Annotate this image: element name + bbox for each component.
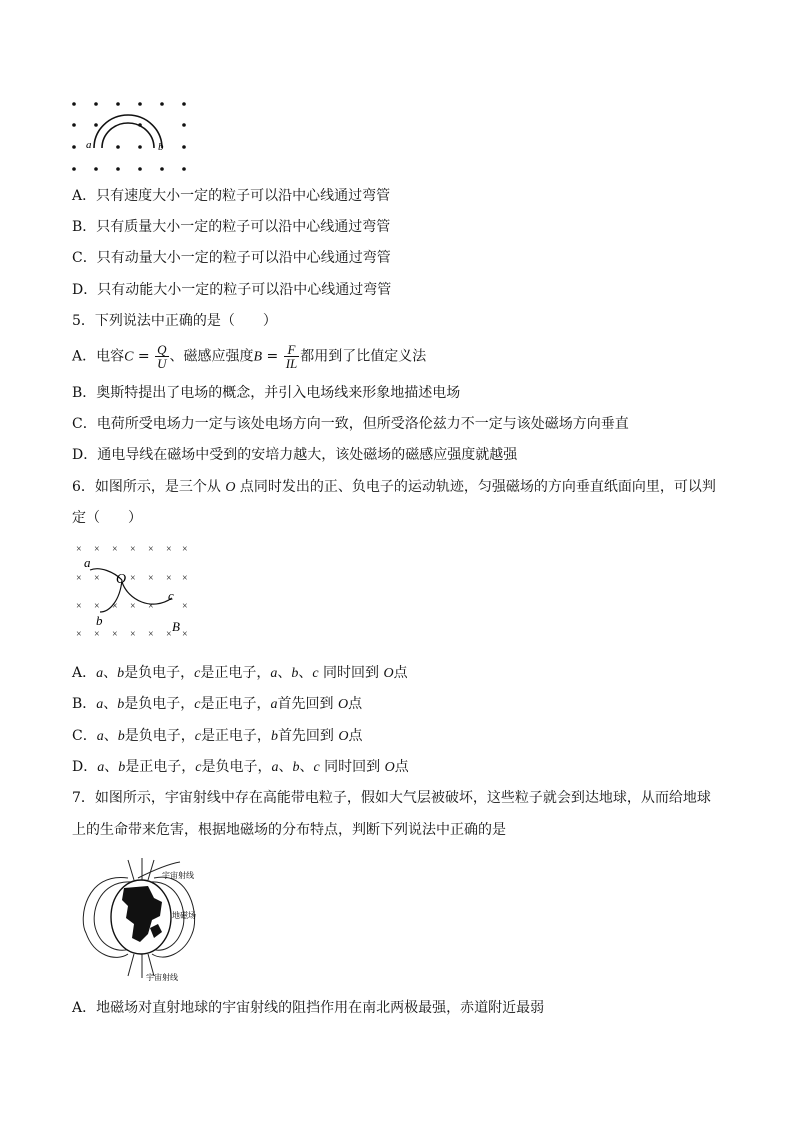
svg-text:×: ×	[94, 544, 100, 555]
tube-outer-arc	[94, 115, 162, 148]
svg-text:×: ×	[166, 573, 172, 584]
svg-text:×: ×	[166, 629, 172, 640]
q5-option-a: A．电容C = $\frac{Q}{U}$ 、磁感应强度B = $\frac{F}{IL}$ 都用到了比值定义法	[72, 342, 427, 371]
svg-text:×: ×	[148, 544, 154, 555]
svg-text:×: ×	[182, 573, 188, 584]
q7-stem-line1: 7．如图所示，宇宙射线中存在高能带电粒子，假如大气层被破坏，这些粒子就会到达地球，从而给地球	[72, 790, 711, 806]
q7-earth-field-figure	[76, 858, 208, 984]
label-a: a	[84, 555, 91, 570]
svg-text:×: ×	[182, 629, 188, 640]
q6-stem-line1: 6．如图所示，是三个从 O 点同时发出的正、负电子的运动轨迹，匀强磁场的方向垂直纸面向里，可以判	[72, 479, 716, 495]
svg-text:×: ×	[182, 544, 188, 555]
label-b: b	[158, 141, 164, 153]
capacitance-fraction: $\frac{Q}{U}$	[157, 342, 167, 371]
svg-text:×: ×	[130, 573, 136, 584]
label-c: c	[168, 588, 174, 603]
q6-option-b: B．a、b是负电子，c是正电子，a首先回到 O点	[72, 696, 363, 712]
label-cosmic-ray-bottom: 宇宙射线	[146, 973, 178, 982]
q4-option-c: C．只有动量大小一定的粒子可以沿中心线通过弯管	[72, 250, 391, 266]
svg-text:×: ×	[130, 629, 136, 640]
svg-text:×: ×	[112, 544, 118, 555]
q4-option-b: B．只有质量大小一定的粒子可以沿中心线通过弯管	[72, 219, 391, 235]
svg-text:×: ×	[94, 601, 100, 612]
svg-text:×: ×	[148, 629, 154, 640]
label-cosmic-ray-top: 宇宙射线	[162, 871, 194, 880]
label-geomagnetic: 地磁场	[172, 911, 196, 920]
svg-text:×: ×	[148, 601, 154, 612]
svg-text:×: ×	[94, 573, 100, 584]
svg-text:×: ×	[94, 629, 100, 640]
q5-option-d: D．通电导线在磁场中受到的安培力越大，该处磁场的磁感应强度就越强	[72, 447, 518, 463]
q4-option-d: D．只有动能大小一定的粒子可以沿中心线通过弯管	[72, 282, 392, 298]
q6-option-a: A．a、b是负电子，c是正电子，a、b、c 同时回到 O点	[72, 665, 408, 681]
q6-stem-line2: 定（ ）	[72, 510, 142, 526]
svg-text:×: ×	[76, 544, 82, 555]
q6-option-d: D．a、b是正电子，c是负电子，a、b、c 同时回到 O点	[72, 759, 409, 775]
q6-option-c: C．a、b是负电子，c是正电子，b首先回到 O点	[72, 728, 363, 744]
magnetic-field-dots	[72, 102, 186, 171]
q6-trajectory-figure	[70, 538, 195, 646]
svg-text:×: ×	[112, 629, 118, 640]
svg-text:×: ×	[130, 601, 136, 612]
q5-stem: 5．下列说法中正确的是（ ）	[72, 313, 277, 329]
q7-stem-line2: 上的生命带来危害，根据地磁场的分布特点，判断下列说法中正确的是	[72, 822, 506, 838]
svg-text:×: ×	[76, 601, 82, 612]
svg-text:×: ×	[148, 573, 154, 584]
tube-inner-arc	[102, 123, 154, 148]
q7-option-a: A．地磁场对直射地球的宇宙射线的阻挡作用在南北两极最强，赤道附近最弱	[72, 1000, 545, 1016]
svg-text:×: ×	[182, 601, 188, 612]
magnetic-induction-fraction: $\frac{F}{IL}$	[285, 342, 298, 371]
q5-option-c: C．电荷所受电场力一定与该处电场方向一致，但所受洛伦兹力不一定与该处磁场方向垂直	[72, 416, 629, 432]
label-O: O	[116, 572, 127, 587]
svg-text:×: ×	[166, 544, 172, 555]
svg-text:×: ×	[112, 601, 118, 612]
svg-text:×: ×	[76, 629, 82, 640]
q4-option-a: A．只有速度大小一定的粒子可以沿中心线通过弯管	[72, 188, 391, 204]
q4-tube-figure	[66, 96, 196, 178]
q5-option-b: B．奥斯特提出了电场的概念，并引入电场线来形象地描述电场	[72, 385, 461, 401]
label-a: a	[86, 139, 92, 151]
svg-text:×: ×	[76, 573, 82, 584]
label-B: B	[172, 619, 180, 634]
label-b: b	[96, 613, 103, 628]
svg-text:×: ×	[130, 544, 136, 555]
